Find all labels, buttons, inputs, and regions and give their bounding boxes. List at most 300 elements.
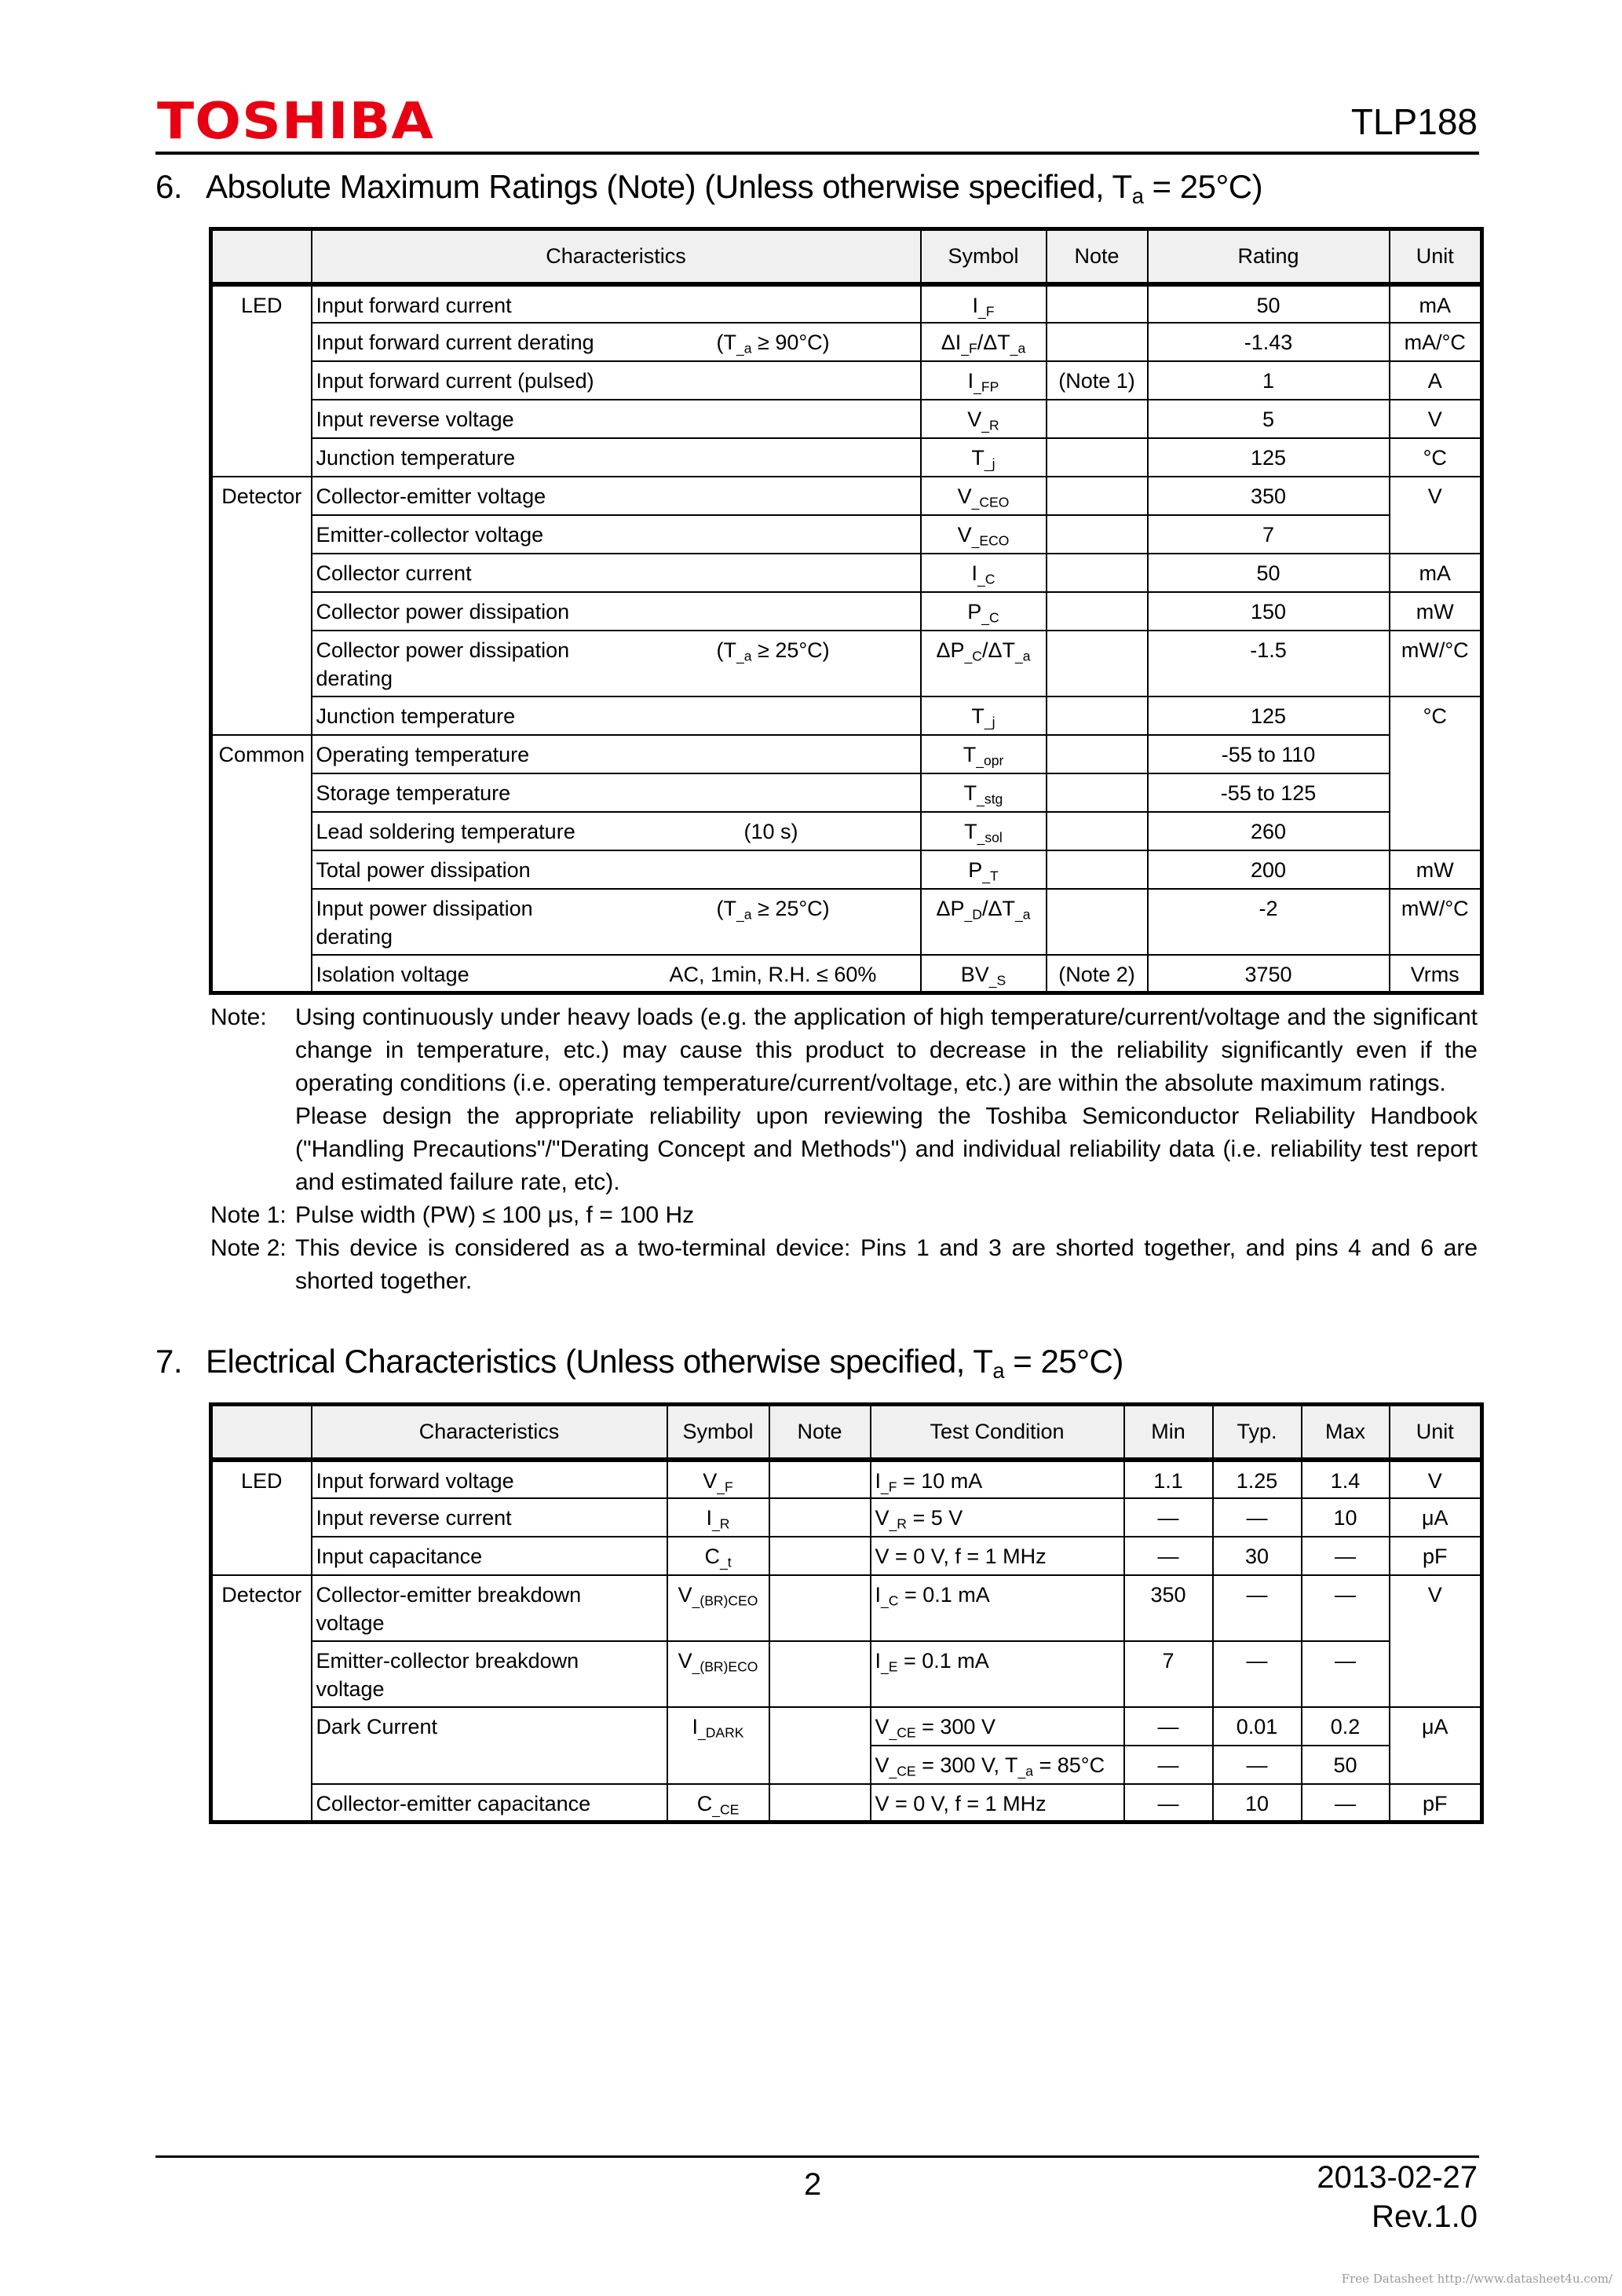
rating: 150: [1148, 592, 1390, 631]
characteristic-label: Input reverse current: [316, 1505, 512, 1530]
subscript: _a: [1014, 905, 1031, 922]
min-value: —: [1124, 1746, 1213, 1784]
header-row: [211, 229, 1482, 284]
text-part: (T: [716, 330, 736, 354]
note-text: Pulse width (PW) ≤ 100 μs, f = 100 Hz: [295, 1202, 695, 1228]
max-value: —: [1302, 1641, 1390, 1707]
test-condition: [871, 1537, 1124, 1575]
unit: V: [1390, 400, 1482, 438]
section-number: 7.: [155, 1343, 183, 1380]
characteristic: [312, 400, 921, 438]
table-row: [211, 631, 1482, 696]
note: [1047, 889, 1148, 955]
column-header: Typ.: [1213, 1405, 1302, 1460]
symbol: [921, 554, 1047, 592]
symbol: [921, 361, 1047, 400]
subscript: _a: [1017, 1762, 1033, 1779]
text-part: V: [703, 1468, 718, 1493]
characteristic-label: Collector-emitter voltage: [316, 484, 546, 508]
heading-text: = 25°C): [1143, 168, 1263, 205]
max-value: —: [1302, 1575, 1390, 1641]
typ-value: 1.25: [1213, 1460, 1302, 1498]
subscript: _ECO: [971, 532, 1010, 548]
subscript: _FP: [974, 378, 999, 394]
group-label: LED: [211, 284, 312, 477]
table-row: [211, 1537, 1482, 1575]
footer-rule: [155, 2155, 1479, 2158]
test-condition: [871, 1746, 1124, 1784]
subscript: _R: [712, 1515, 730, 1531]
note: [1047, 696, 1148, 735]
min-value: 1.1: [1124, 1460, 1213, 1498]
date: 2013-02-27: [1317, 2160, 1478, 2195]
table-row: [211, 696, 1482, 735]
unit: pF: [1390, 1537, 1482, 1575]
text-part: T: [971, 704, 985, 728]
text-part: V: [875, 1505, 890, 1530]
table-row: [211, 400, 1482, 438]
min-value: —: [1124, 1784, 1213, 1823]
table-row: [211, 773, 1482, 812]
characteristic-label: Collector current: [316, 561, 472, 585]
section-number: 6.: [155, 168, 183, 205]
table-row: [211, 955, 1482, 993]
text-part: (T: [716, 638, 736, 662]
rating: 125: [1148, 438, 1390, 477]
electrical-characteristics-table: [209, 1402, 1484, 1824]
column-header: [211, 229, 312, 284]
unit: mW: [1390, 592, 1482, 631]
note: [1047, 773, 1148, 812]
subscript: _j: [984, 713, 995, 729]
note: [1047, 735, 1148, 773]
text-part: = 10 mA: [897, 1468, 983, 1493]
unit: °C: [1390, 438, 1482, 477]
text-part: /ΔT: [977, 330, 1010, 354]
table-row: [211, 850, 1482, 889]
characteristic-label: Collector-emitter capacitance: [316, 1791, 591, 1815]
characteristic: [312, 1641, 667, 1707]
characteristic: [312, 735, 921, 773]
note: (Note 2): [1047, 955, 1148, 993]
condition: [744, 817, 798, 846]
unit: mA: [1390, 284, 1482, 323]
text-part: BV: [960, 962, 989, 986]
note: [1047, 850, 1148, 889]
unit: mA/°C: [1390, 323, 1482, 361]
text-part: I: [875, 1582, 882, 1607]
table-row: [211, 554, 1482, 592]
symbol: [667, 1784, 769, 1823]
column-header: Max: [1302, 1405, 1390, 1460]
subscript: _F: [978, 302, 995, 319]
table-row: [211, 1460, 1482, 1498]
rating: 350: [1148, 477, 1390, 515]
characteristic: [312, 515, 921, 554]
subscript: _R: [889, 1515, 907, 1531]
table-row: [211, 1498, 1482, 1537]
unit: V: [1390, 1575, 1482, 1707]
characteristic: [312, 1707, 667, 1784]
test-condition: [871, 1784, 1124, 1823]
characteristic: [312, 696, 921, 735]
unit: mW: [1390, 850, 1482, 889]
text-part: T: [963, 742, 977, 766]
subscript: _C: [881, 1592, 899, 1608]
rating: 125: [1148, 696, 1390, 735]
text-part: V: [967, 407, 982, 431]
note: [1047, 323, 1148, 361]
rating: -2: [1148, 889, 1390, 955]
subscript: _DARK: [698, 1724, 744, 1740]
condition: [717, 894, 830, 923]
text-part: = 300 V: [915, 1714, 995, 1738]
part-number: TLP188: [1350, 101, 1478, 142]
text-part: V = 0 V, f = 1 MHz: [875, 1791, 1047, 1815]
text-part: ≥ 25°C): [751, 896, 830, 920]
rating: 50: [1148, 284, 1390, 323]
symbol: [921, 631, 1047, 696]
note-label: Note 2:: [210, 1235, 287, 1261]
heading-sub: a: [992, 1358, 1005, 1383]
symbol: [921, 284, 1047, 323]
characteristic: [312, 1537, 667, 1575]
typ-value: —: [1213, 1575, 1302, 1641]
note: [1047, 554, 1148, 592]
condition: [717, 328, 830, 356]
note: [1047, 438, 1148, 477]
column-header: Rating: [1148, 229, 1390, 284]
symbol: [921, 323, 1047, 361]
note: [769, 1707, 871, 1784]
rating: 1: [1148, 361, 1390, 400]
rating: 50: [1148, 554, 1390, 592]
symbol: [667, 1707, 769, 1784]
text-part: P: [968, 857, 983, 882]
note-label: [210, 1100, 295, 1199]
text-part: ΔP: [936, 638, 965, 662]
note: (Note 1): [1047, 361, 1148, 400]
symbol: [667, 1498, 769, 1537]
subscript: _j: [984, 455, 995, 471]
characteristic: [312, 554, 921, 592]
note: [1047, 592, 1148, 631]
characteristic: [312, 812, 921, 850]
table-row: [211, 477, 1482, 515]
unit: A: [1390, 361, 1482, 400]
unit: μA: [1390, 1498, 1482, 1537]
text-part: (10 s): [743, 819, 798, 843]
subscript: _(BR)ECO: [692, 1658, 758, 1674]
group-label: Detector: [211, 477, 312, 735]
note: [210, 1232, 1478, 1298]
column-header: Note: [1047, 229, 1148, 284]
characteristic-label: Junction temperature: [316, 445, 516, 470]
text-part: ≥ 90°C): [751, 330, 830, 354]
text-part: P: [967, 599, 982, 623]
subscript: _opr: [976, 751, 1004, 768]
note: [769, 1575, 871, 1641]
column-header: Characteristics: [312, 1405, 667, 1460]
text-part: T: [971, 445, 985, 470]
note: [1047, 631, 1148, 696]
text-part: ΔP: [936, 896, 965, 920]
table-row: [211, 515, 1482, 554]
notes: [210, 1001, 1478, 1298]
max-value: —: [1302, 1537, 1390, 1575]
characteristic-label: Input reverse voltage: [316, 407, 514, 431]
note: [769, 1498, 871, 1537]
table-row: [211, 592, 1482, 631]
subscript: _a: [736, 339, 752, 356]
column-header: Unit: [1390, 1405, 1482, 1460]
note-text: This device is considered as a two-terminal device: Pins 1 and 3 are shorted together, and pins 4 and 6 are shorted together.: [295, 1235, 1478, 1294]
symbol: [667, 1537, 769, 1575]
characteristic: [312, 1498, 667, 1537]
header-rule: [155, 152, 1479, 155]
unit: mW/°C: [1390, 631, 1482, 696]
heading-text: Absolute Maximum Ratings (Note) (Unless otherwise specified, T: [206, 168, 1132, 205]
subscript: _R: [981, 416, 999, 433]
footer-date-rev: [1317, 2158, 1478, 2236]
characteristic: [312, 1460, 667, 1498]
note-label: Note 1:: [210, 1202, 287, 1228]
symbol: [921, 812, 1047, 850]
characteristic: [312, 1575, 667, 1641]
text-part: = 85°C: [1033, 1753, 1105, 1777]
column-header: Test Condition: [871, 1405, 1124, 1460]
characteristic-label: Dark Current: [316, 1714, 438, 1738]
symbol: [667, 1460, 769, 1498]
subscript: _E: [881, 1658, 898, 1674]
min-value: —: [1124, 1537, 1213, 1575]
text-part: = 5 V: [906, 1505, 963, 1530]
text-part: I: [692, 1714, 699, 1738]
characteristic: [312, 1784, 667, 1823]
characteristic: [312, 592, 921, 631]
subscript: _CE: [889, 1724, 916, 1740]
characteristic-label: Emitter-collector breakdown voltage: [316, 1648, 579, 1701]
min-value: —: [1124, 1498, 1213, 1537]
unit: mA: [1390, 554, 1482, 592]
subscript: _t: [719, 1553, 732, 1570]
typ-value: —: [1213, 1641, 1302, 1707]
column-header: Symbol: [921, 229, 1047, 284]
table-row: [211, 889, 1482, 955]
max-value: 10: [1302, 1498, 1390, 1537]
table-row: [211, 812, 1482, 850]
symbol: [921, 592, 1047, 631]
test-condition: [871, 1641, 1124, 1707]
text-part: C: [696, 1791, 713, 1815]
column-header: Characteristics: [312, 229, 921, 284]
characteristic: [312, 361, 921, 400]
text-part: ≥ 25°C): [751, 638, 830, 662]
typ-value: 0.01: [1213, 1707, 1302, 1746]
test-condition: [871, 1460, 1124, 1498]
subscript: _S: [988, 971, 1006, 988]
subscript: _D: [964, 905, 982, 922]
min-value: —: [1124, 1707, 1213, 1746]
table-row: [211, 1707, 1482, 1746]
text-part: I: [972, 293, 979, 317]
subscript: _CE: [889, 1762, 916, 1779]
characteristic-label: Input power dissipation derating: [316, 896, 533, 949]
subscript: _CEO: [971, 493, 1010, 510]
characteristic-label: Collector power dissipation: [316, 599, 570, 623]
max-value: 50: [1302, 1746, 1390, 1784]
table-row: [211, 1784, 1482, 1823]
max-value: —: [1302, 1784, 1390, 1823]
text-part: V: [678, 1582, 692, 1607]
note-text: Please design the appropriate reliability upon reviewing the Toshiba Semiconductor Reliability Handbook ("Handling Precautions"/"Derating Concept and Methods") and individual reliability data (i.e. reliability test report and estimated failure rate, etc).: [295, 1103, 1478, 1195]
toshiba-logo: TOSHIBA: [157, 93, 434, 151]
subscript: _T: [982, 867, 999, 883]
group-label: LED: [211, 1460, 312, 1575]
min-value: 350: [1124, 1575, 1213, 1641]
rating: -1.43: [1148, 323, 1390, 361]
min-value: 7: [1124, 1641, 1213, 1707]
text-part: I: [875, 1468, 882, 1493]
subscript: _a: [1010, 339, 1026, 356]
column-header: Min: [1124, 1405, 1213, 1460]
symbol: [921, 889, 1047, 955]
characteristic-label: Input forward current derating: [316, 330, 594, 354]
characteristic-label: Storage temperature: [316, 781, 511, 805]
column-header: Symbol: [667, 1405, 769, 1460]
absolute-maximum-ratings-table: [209, 227, 1484, 995]
characteristic: [312, 955, 921, 993]
characteristic-label: Collector-emitter breakdown voltage: [316, 1582, 582, 1635]
text-part: = 0.1 mA: [897, 1648, 989, 1673]
characteristic-label: Input forward current (pulsed): [316, 368, 594, 393]
note: [210, 1199, 1478, 1232]
revision: Rev.1.0: [1372, 2199, 1478, 2234]
subscript: _C: [964, 647, 982, 664]
subscript: _sol: [977, 828, 1003, 845]
text-part: C: [704, 1544, 720, 1568]
note: [210, 1100, 1478, 1199]
characteristic-label: Isolation voltage: [316, 962, 469, 986]
characteristic-label: Input capacitance: [316, 1544, 483, 1568]
rating: -55 to 125: [1148, 773, 1390, 812]
characteristic: [312, 889, 921, 955]
characteristic-label: Input forward voltage: [316, 1468, 514, 1493]
test-condition: [871, 1498, 1124, 1537]
characteristic: [312, 631, 921, 696]
characteristic-label: Collector power dissipation derating: [316, 638, 570, 690]
subscript: _a: [736, 647, 752, 664]
symbol: [921, 696, 1047, 735]
table-row: [211, 1575, 1482, 1641]
subscript: _F: [961, 339, 977, 356]
typ-value: 10: [1213, 1784, 1302, 1823]
note: [1047, 400, 1148, 438]
characteristic: [312, 850, 921, 889]
rating: 200: [1148, 850, 1390, 889]
subscript: _F: [717, 1478, 733, 1494]
table-row: [211, 323, 1482, 361]
condition: [670, 960, 877, 989]
symbol: [921, 515, 1047, 554]
header-row: [211, 1405, 1482, 1460]
symbol: [921, 735, 1047, 773]
characteristic-label: Total power dissipation: [316, 857, 531, 882]
rating: 3750: [1148, 955, 1390, 993]
characteristic: [312, 323, 921, 361]
text-part: V = 0 V, f = 1 MHz: [875, 1544, 1047, 1568]
note: [769, 1784, 871, 1823]
text-part: V: [957, 522, 972, 547]
note: [769, 1537, 871, 1575]
unit: mW/°C: [1390, 889, 1482, 955]
text-part: /ΔT: [981, 896, 1015, 920]
rating: 5: [1148, 400, 1390, 438]
heading-sub: a: [1131, 183, 1144, 208]
symbol: [921, 850, 1047, 889]
text-part: V: [875, 1753, 890, 1777]
characteristic-label: Emitter-collector voltage: [316, 522, 544, 547]
subscript: _F: [881, 1478, 897, 1494]
characteristic-label: Input forward current: [316, 293, 512, 317]
symbol: [921, 400, 1047, 438]
column-header: Unit: [1390, 229, 1482, 284]
note: [769, 1460, 871, 1498]
subscript: _stg: [977, 790, 1003, 806]
note: [1047, 812, 1148, 850]
heading-text: = 25°C): [1004, 1343, 1123, 1380]
note: [1047, 284, 1148, 323]
subscript: _a: [1014, 647, 1031, 664]
characteristic-label: Lead soldering temperature: [316, 819, 575, 843]
typ-value: —: [1213, 1746, 1302, 1784]
text-part: = 300 V, T: [915, 1753, 1018, 1777]
text-part: (T: [716, 896, 736, 920]
characteristic: [312, 284, 921, 323]
text-part: = 0.1 mA: [898, 1582, 990, 1607]
symbol: [921, 477, 1047, 515]
text-part: V: [678, 1648, 692, 1673]
test-condition: [871, 1707, 1124, 1746]
table-row: [211, 1641, 1482, 1707]
watermark: Free Datasheet http://www.datasheet4u.com/: [1341, 2272, 1613, 2286]
text-part: ΔI: [941, 330, 962, 354]
note: [210, 1001, 1478, 1100]
table-row: [211, 361, 1482, 400]
typ-value: 30: [1213, 1537, 1302, 1575]
symbol: [921, 955, 1047, 993]
subscript: _C: [977, 570, 995, 587]
text-part: T: [964, 819, 977, 843]
group-label: Common: [211, 735, 312, 993]
subscript: _C: [981, 609, 999, 625]
page-number: 2: [804, 2167, 822, 2202]
text-part: V: [875, 1714, 890, 1738]
unit: V: [1390, 1460, 1482, 1498]
table-row: [211, 438, 1482, 477]
unit: °C: [1390, 696, 1482, 850]
text-part: AC, 1min, R.H. ≤ 60%: [669, 962, 877, 986]
max-value: 1.4: [1302, 1460, 1390, 1498]
text-part: I: [967, 368, 974, 393]
rating: 7: [1148, 515, 1390, 554]
rating: -1.5: [1148, 631, 1390, 696]
text-part: I: [706, 1505, 713, 1530]
column-header: Note: [769, 1405, 871, 1460]
characteristic-label: Junction temperature: [316, 704, 516, 728]
max-value: 0.2: [1302, 1707, 1390, 1746]
heading-text: Electrical Characteristics (Unless otherwise specified, T: [206, 1343, 993, 1380]
